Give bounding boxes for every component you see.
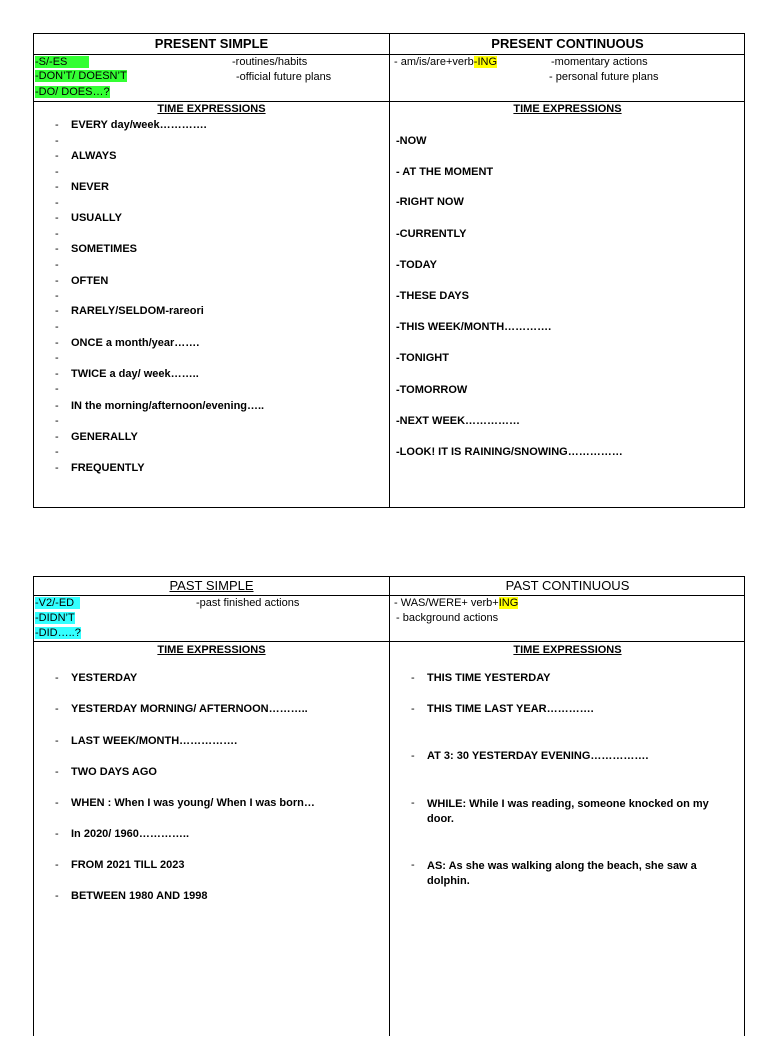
list-item: YESTERDAY <box>71 672 138 684</box>
list-item: WHEN : When I was young/ When I was born… <box>71 797 315 809</box>
past-continuous-time-label: TIME EXPRESSIONS <box>513 644 622 656</box>
present-simple-title: PRESENT SIMPLE <box>154 36 269 51</box>
list-item: FROM 2021 TILL 2023 <box>71 859 185 871</box>
past-continuous-title: PAST CONTINUOUS <box>505 578 630 593</box>
past-simple-time-label: TIME EXPRESSIONS <box>157 644 266 656</box>
form-dont-doesnt: -DON’T/ DOESN’T <box>35 70 127 82</box>
list-item: YESTERDAY MORNING/ AFTERNOON……….. <box>71 703 308 715</box>
present-simple-time-label: TIME EXPRESSIONS <box>157 103 266 115</box>
list-item: -TOMORROW <box>396 384 468 396</box>
present-simple-expressions: - EVERY day/week…………. - - ALWAYS - - NEVER - - USUALLY - - SOMETIMES - - OFTEN - - RARELY/SELDOM-rareori - - ONCE a month/year……. - - TWICE a day/ week…….. - - IN the morning/afternoon/evening….. - - GENERALLY - - FREQUENTLY <box>55 119 265 474</box>
list-item: BETWEEN 1980 AND 1998 <box>71 890 208 902</box>
list-item: RARELY/SELDOM-rareori <box>71 305 204 317</box>
list-item: -TONIGHT <box>396 352 449 364</box>
list-item: -THIS WEEK/MONTH…………. <box>396 321 552 333</box>
list-item: SOMETIMES <box>71 243 138 255</box>
list-item: -CURRENTLY <box>396 228 467 240</box>
form-s-es: -S/-ES <box>35 56 89 68</box>
list-item: OFTEN <box>71 275 109 287</box>
use-past-finished: -past finished actions <box>196 597 300 609</box>
use-personal-plans: - personal future plans <box>549 71 659 83</box>
use-momentary: -momentary actions <box>551 56 648 68</box>
use-background: - background actions <box>396 612 499 624</box>
list-item: FREQUENTLY <box>71 462 145 474</box>
list-item: AS: As she was walking along the beach, she saw a dolphin. <box>427 860 697 887</box>
list-item: ONCE a month/year……. <box>71 337 200 349</box>
form-v2-ed: -V2/-ED <box>35 597 80 609</box>
list-item: In 2020/ 1960………….. <box>71 828 189 840</box>
list-item: THIS TIME YESTERDAY <box>427 672 551 684</box>
list-item: -NEXT WEEK…………… <box>396 415 521 427</box>
list-item: LAST WEEK/MONTH……………. <box>71 735 238 747</box>
list-item: NEVER <box>71 181 109 193</box>
list-item: USUALLY <box>71 212 122 224</box>
list-item: AT 3: 30 YESTERDAY EVENING……………. <box>427 750 649 762</box>
ing-suffix: -ING <box>473 56 498 68</box>
list-item: -RIGHT NOW <box>396 196 464 208</box>
ing-suffix: ING <box>498 597 519 609</box>
present-tenses-table <box>33 33 745 508</box>
list-item: IN the morning/afternoon/evening….. <box>71 400 265 412</box>
past-simple-expressions: - YESTERDAY - YESTERDAY MORNING/ AFTERNOON……….. - LAST WEEK/MONTH……………. - TWO DAYS AGO - WHEN : When I was young/ When I was born… - In 2020/ 1960………….. - FROM 2021 TILL 2023 - BETWEEN 1980 AND 1998 <box>55 672 315 902</box>
list-item: ALWAYS <box>71 150 117 162</box>
list-item: TWICE a day/ week…….. <box>71 368 199 380</box>
form-was-were: - WAS/WERE+ verb+ING <box>394 597 519 609</box>
present-continuous-time-label: TIME EXPRESSIONS <box>513 103 622 115</box>
use-official-plans: -official future plans <box>236 71 332 83</box>
use-routines: -routines/habits <box>232 56 308 68</box>
past-tenses-table <box>33 576 745 1036</box>
list-item: TWO DAYS AGO <box>71 766 157 778</box>
list-item: -NOW <box>396 135 427 147</box>
past-simple-title: PAST SIMPLE <box>169 578 254 593</box>
form-am-is-are: - am/is/are+verb-ING <box>394 56 498 68</box>
present-continuous-title: PRESENT CONTINUOUS <box>491 36 644 51</box>
list-item: EVERY day/week…………. <box>71 119 207 131</box>
list-item: -LOOK! IT IS RAINING/SNOWING…………… <box>396 446 623 458</box>
list-item: - AT THE MOMENT <box>396 166 494 178</box>
form-did: -DID…..? <box>35 627 81 639</box>
present-continuous-expressions <box>390 34 745 509</box>
list-item: -TODAY <box>396 259 437 271</box>
list-item: GENERALLY <box>71 431 138 443</box>
form-didnt: -DIDN’T <box>35 612 75 624</box>
list-item: THIS TIME LAST YEAR…………. <box>427 703 594 715</box>
form-do-does: -DO/ DOES…? <box>35 86 110 98</box>
past-continuous-expressions: - THIS TIME YESTERDAY - THIS TIME LAST YEAR…………. - AT 3: 30 YESTERDAY EVENING……………. - WHILE: While I was reading, someone knocked on my door. - AS: As she was walking along the beach, she saw a dolphin. <box>390 577 745 1037</box>
list-item: -THESE DAYS <box>396 290 469 302</box>
list-item: WHILE: While I was reading, someone knocked on my door. <box>427 798 709 825</box>
